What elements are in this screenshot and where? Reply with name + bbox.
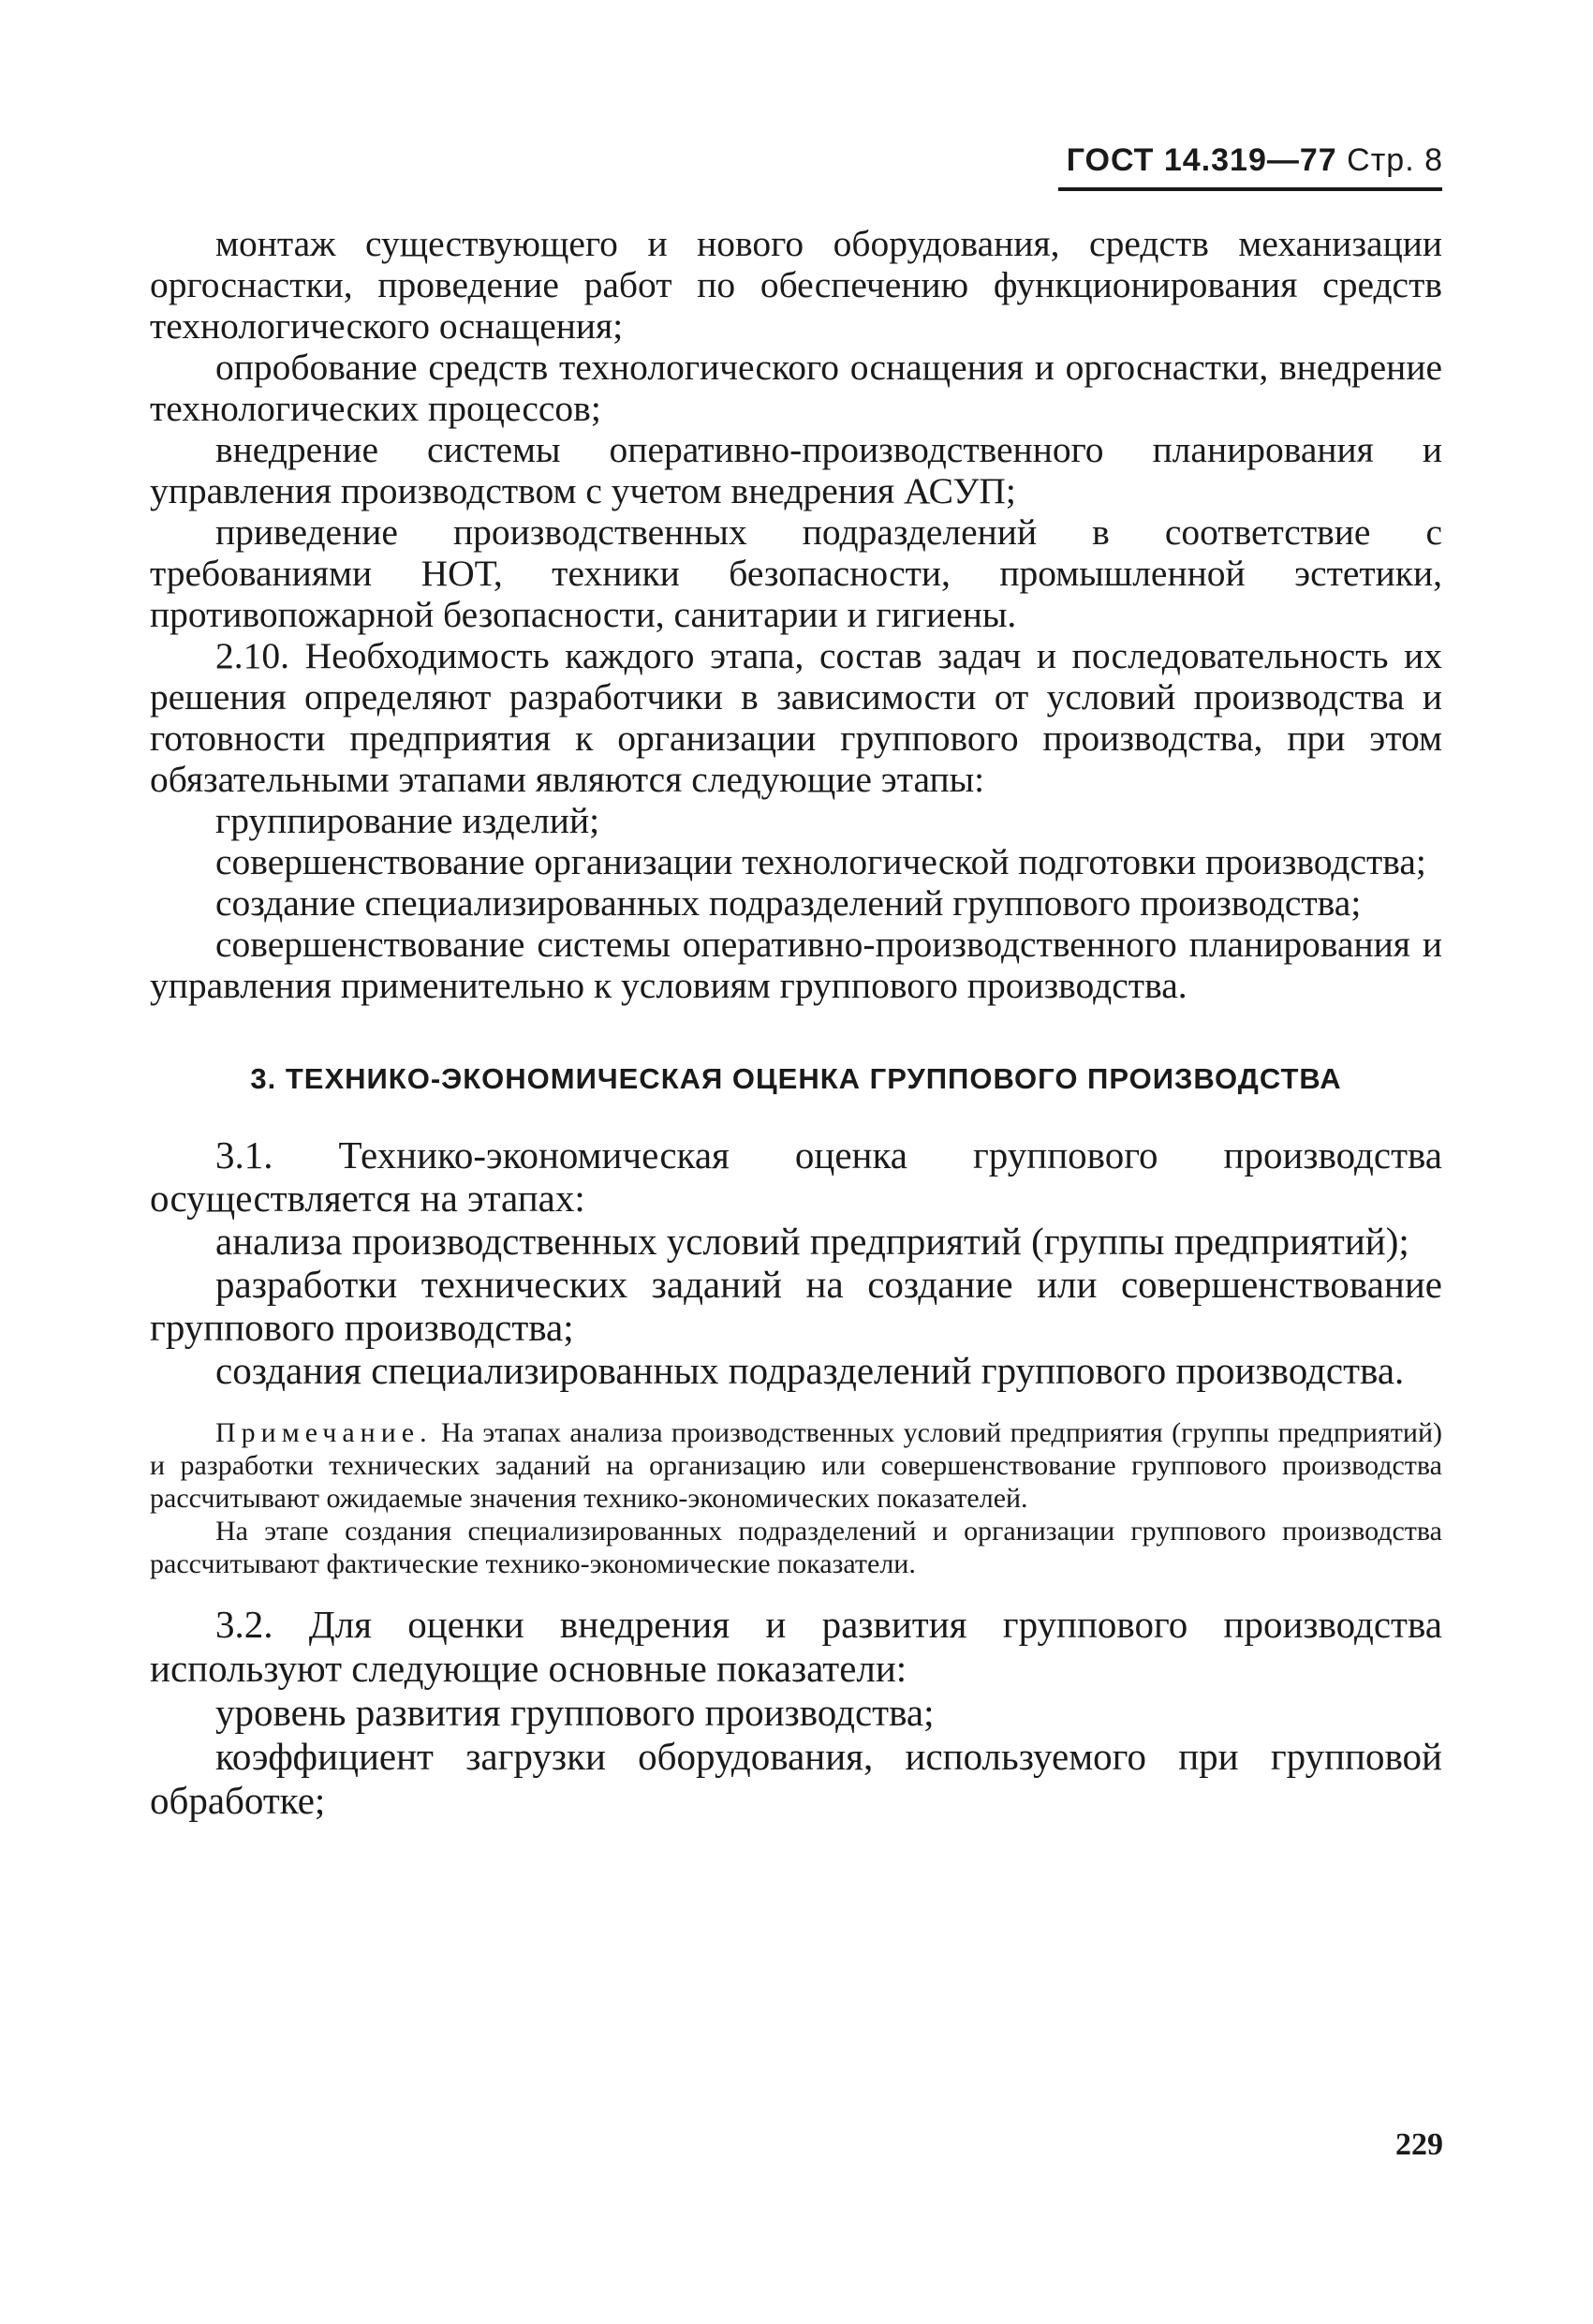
section-3 (150, 1133, 1442, 1392)
standard-number: ГОСТ 14.319—77 (1066, 142, 1337, 178)
page-number: 229 (1395, 2127, 1443, 2162)
paragraph: монтаж существующего и нового оборудования, средств механизации оргоснастки, проведение работ по обеспечению функционирования средств технологического оснащения; (150, 223, 1442, 347)
section-3-heading: 3. ТЕХНИКО-ЭКОНОМИЧЕСКАЯ ОЦЕНКА ГРУППОВОГО ПРОИЗВОДСТВА (250, 1062, 1342, 1095)
paragraph: внедрение системы оперативно-производственного планирования и управления производством с учетом внедрения АСУП; (150, 429, 1442, 511)
paragraph: группирование изделий; (215, 800, 600, 841)
paragraph: совершенствование системы оперативно-производственного планирования и управления применительно к условиям группового производства. (150, 924, 1442, 1006)
clause-3-2-block (150, 1603, 1442, 1823)
note-text: На этапах анализа производственных условий предприятия (группы предприятий) и разработки технических заданий на организацию или совершенствование группового производства рассчитывают ожидаемые значения технико-экономических показателей. (150, 1417, 1442, 1514)
clause-3-2: 3.2. Для оценки внедрения и развития группового производства используют следующие основные показатели: (150, 1603, 1442, 1690)
clause-2-10: 2.10. Необходимость каждого этапа, состав задач и последовательность их решения определяют разработчики в зависимости от условий производства и готовности предприятия к организации группового производства, при этом обязательными этапами являются следующие этапы: (150, 635, 1442, 800)
paragraph: приведение производственных подразделений в соответствие с требованиями НОТ, техники безопасности, промышленной эстетики, противопожарной безопасности, санитарии и гигиены. (150, 511, 1442, 635)
paragraph: коэффициент загрузки оборудования, используемого при групповой обработке; (150, 1735, 1442, 1822)
note-paragraph (150, 1416, 1442, 1515)
paragraph: опробование средств технологического оснащения и оргоснастки, внедрение технологических процессов; (150, 347, 1442, 429)
paragraph: создание специализированных подразделений группового производства; (215, 882, 1362, 924)
paragraph: совершенствование организации технологической подготовки производства; (215, 841, 1426, 882)
clause-3-1: 3.1. Технико-экономическая оценка группового производства осуществляется на этапах: (150, 1133, 1442, 1220)
section-2-continuation (150, 223, 1442, 1006)
page-body (150, 223, 1442, 1823)
paragraph: уровень развития группового производства; (215, 1691, 935, 1734)
page-label: Стр. 8 (1347, 142, 1443, 178)
note-paragraph-2: На этапе создания специализированных подразделений и организации группового производства рассчитывают фактические технико-экономические показатели. (150, 1516, 1442, 1579)
page-header (1067, 142, 1443, 179)
note-block (150, 1416, 1442, 1580)
paragraph: создания специализированных подразделений группового производства. (215, 1349, 1405, 1392)
paragraph: разработки технических заданий на создание или совершенствование группового производства; (150, 1263, 1442, 1349)
note-label: Примечание. (215, 1417, 433, 1448)
paragraph: анализа производственных условий предприятий (группы предприятий); (215, 1220, 1409, 1263)
header-rule (1058, 187, 1442, 191)
